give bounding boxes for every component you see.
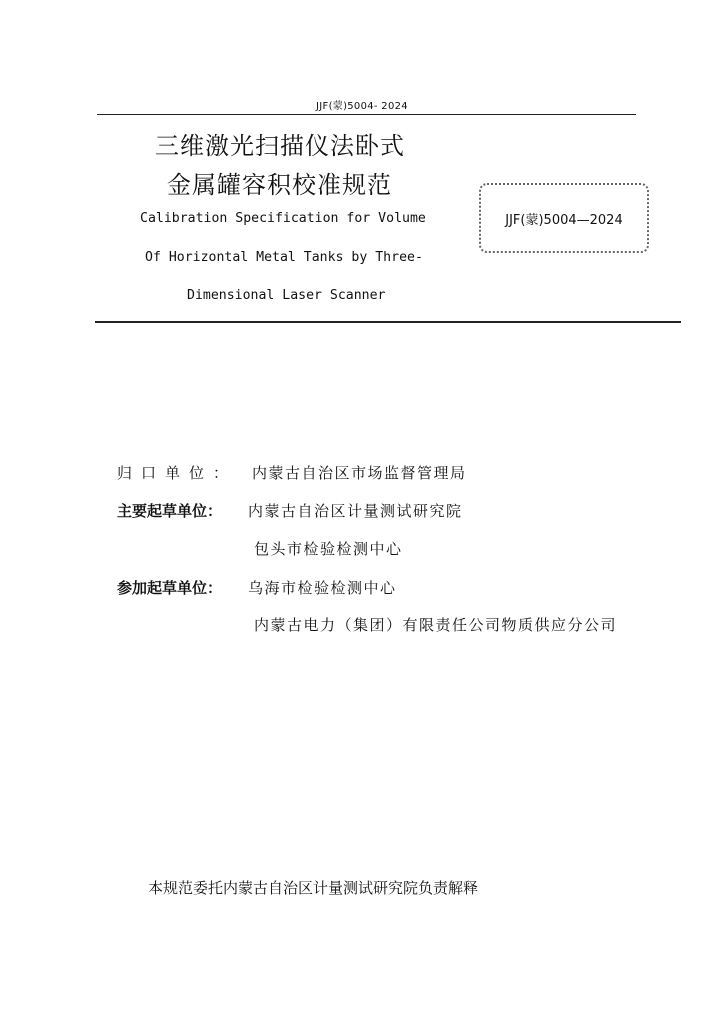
title-english-line3: Dimensional Laser Scanner	[187, 288, 386, 303]
participating-unit-1: 乌海市检验检测中心	[248, 579, 397, 597]
main-drafting-unit-1: 内蒙古自治区计量测试研究院	[248, 502, 463, 520]
title-english-line1: Calibration Specification for Volume	[140, 211, 426, 226]
title-chinese-line1: 三维激光扫描仪法卧式	[155, 132, 405, 160]
header-spec-code: JJF(蒙)5004- 2024	[316, 101, 408, 112]
main-drafting-unit-label: 主要起草单位：	[117, 502, 223, 520]
responsible-unit-value: 内蒙古自治区市场监督管理局	[252, 464, 467, 482]
spec-code-box	[479, 183, 649, 253]
main-drafting-unit-2: 包头市检验检测中心	[254, 540, 403, 558]
participating-unit-label: 参加起草单位：	[117, 579, 223, 597]
responsible-unit-label: 归口单位：	[117, 464, 238, 482]
title-english-line2: Of Horizontal Metal Tanks by Three-	[145, 250, 423, 265]
header-rule	[97, 114, 636, 115]
section-rule	[95, 321, 681, 323]
spec-code-box-text: JJF(蒙)5004—2024	[505, 212, 623, 228]
participating-unit-2: 内蒙古电力（集团）有限责任公司物质供应分公司	[254, 616, 618, 634]
title-chinese-line2: 金属罐容积校准规范	[167, 171, 392, 199]
interpretation-note: 本规范委托内蒙古自治区计量测试研究院负责解释	[148, 879, 479, 897]
